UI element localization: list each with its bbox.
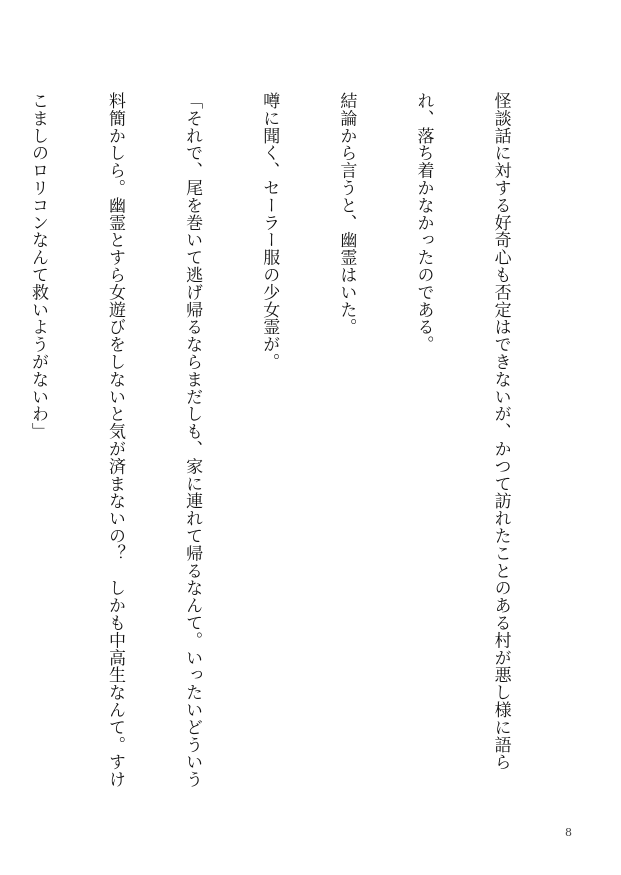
vertical-text-body xyxy=(27,92,564,816)
text-line-5: 「それで、尾を巻いて逃げ帰るならまだしも、家に連れて帰るなんて。いったいどういう xyxy=(182,92,203,788)
text-line-1: 怪談話に対する好奇心も否定はできないが、かつて訪れたことのある村が悪し様に語ら xyxy=(490,92,511,771)
text-line-7: こましのロリコンなんて救いようがないわ」 xyxy=(27,92,48,440)
page-number: 8 xyxy=(565,826,572,839)
text-line-3: 結論から言うと、幽霊はいた。 xyxy=(336,92,357,336)
text-line-6: 料簡かしら。幽霊とすら女遊びをしないと気が済まないの？ しかも中高生なんて。すけ xyxy=(105,92,126,788)
text-line-2: れ、落ち着かなかったのである。 xyxy=(413,92,434,353)
text-line-4: 噂に聞く、セーラー服の少女霊が。 xyxy=(259,92,280,371)
